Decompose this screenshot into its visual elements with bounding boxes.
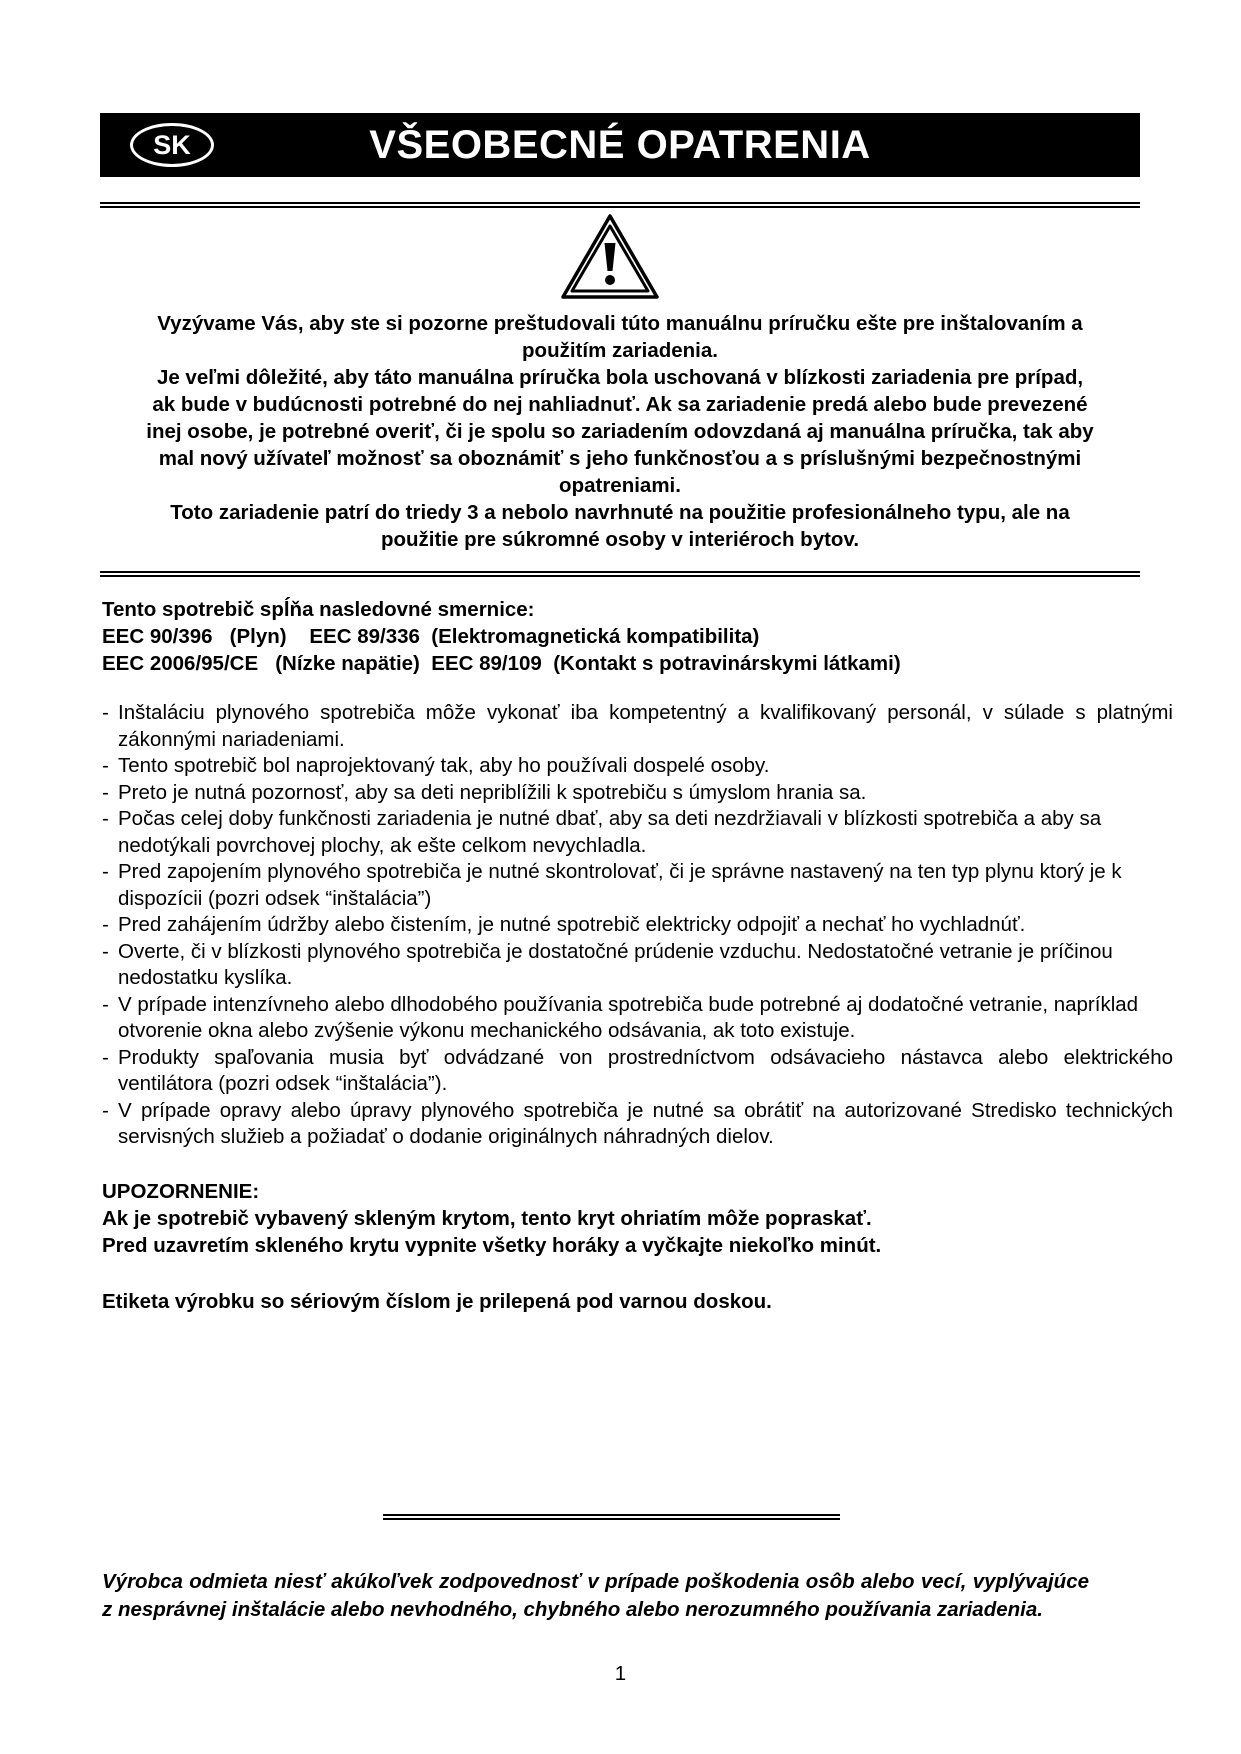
language-badge: SK — [130, 123, 214, 167]
intro-notice — [100, 310, 1140, 553]
intro-line: mal nový užívateľ možnosť sa oboznámiť s jeho funkčnosťou a s príslušnými bezpečnostnými — [158, 447, 1082, 470]
list-item: - Produkty spaľovania musia byť odvádzané von prostredníctvom odsávacieho nástavca alebo elektrického ventilátora (pozri odsek “inštalácia”). — [102, 1045, 1173, 1098]
intro-line: ak bude v budúcnosti potrebné do nej nahliadnuť. Ak sa zariadenie predá alebo bude prevezené — [152, 393, 1088, 416]
list-item: - V prípade opravy alebo úpravy plynového spotrebiča je nutné sa obrátiť na autorizované Stredisko technických servisných služieb a požiadať o dodanie originálnych náhradných dielov. — [102, 1098, 1173, 1151]
precautions-list — [102, 700, 1173, 1151]
list-item: - Overte, či v blízkosti plynového spotrebiča je dostatočné prúdenie vzduchu. Nedostatočné vetranie je príčinou nedostatku kyslíka. — [102, 939, 1173, 992]
intro-line: Vyzývame Vás, aby ste si pozorne preštudovali túto manuálnu príručku ešte pre inštalovaním a — [157, 312, 1083, 335]
page-title: VŠEOBECNÉ OPATRENIA — [369, 123, 871, 167]
list-item: - Pred zahájením údržby alebo čistením, je nutné spotrebič elektricky odpojiť a nechať ho vychladnúť. — [102, 912, 1173, 939]
intro-line: Je veľmi dôležité, aby táto manuálna príručka bola uschovaná v blízkosti zariadenia pre prípad, — [156, 366, 1084, 389]
list-item: - Preto je nutná pozornosť, aby sa deti nepriblížili k spotrebiču s úmyslom hrania sa. — [102, 780, 1173, 807]
warning-line: Ak je spotrebič vybavený skleným krytom, tento kryt ohriatím môže popraskať. — [102, 1207, 872, 1230]
serial-label-note: Etiketa výrobku so sériovým číslom je prilepená pod varnou doskou. — [102, 1290, 772, 1313]
directives-line: EEC 90/396 (Plyn) EEC 89/336 (Elektromagnetická kompatibilita) — [102, 625, 760, 648]
list-item: - Tento spotrebič bol naprojektovaný tak, aby ho používali dospelé osoby. — [102, 753, 1173, 780]
intro-line: použitie pre súkromné osoby v interiéroch bytov. — [380, 528, 860, 551]
list-item: - Počas celej doby funkčnosti zariadenia je nutné dbať, aby sa deti nezdržiavali v blízkosti spotrebiča a aby sa nedotýkali povrchovej plochy, ak ešte celkom nevychladla. — [102, 806, 1173, 859]
page-number: 1 — [614, 1662, 627, 1685]
liability-disclaimer: Výrobca odmieta niesť akúkoľvek zodpovednosť v prípade poškodenia osôb alebo vecí, vyplývajúce z nesprávnej inštalácie alebo nevhodného, chybného alebo nerozumného používania zariadenia. — [102, 1570, 1089, 1621]
directives-heading: Tento spotrebič spĺňa nasledovné smernice: — [102, 598, 535, 621]
warning-block — [102, 1178, 1142, 1259]
section-header — [100, 113, 1140, 177]
warning-line: Pred uzavretím skleného krytu vypnite všetky horáky a vyčkajte niekoľko minút. — [102, 1234, 882, 1257]
list-item: - Inštaláciu plynového spotrebiča môže vykonať iba kompetentný a kvalifikovaný personál, v súlade s platnými zákonnými nariadeniami. — [102, 700, 1173, 753]
warning-triangle-icon — [560, 213, 660, 301]
directives-line: EEC 2006/95/CE (Nízke napätie) EEC 89/109 (Kontakt s potravinárskymi látkami) — [102, 652, 901, 675]
intro-line: použitím zariadenia. — [522, 339, 718, 362]
intro-line: inej osobe, je potrebné overiť, či je spolu so zariadením odovzdaná aj manuálna príručka, tak aby — [146, 420, 1094, 443]
intro-line: opatreniami. — [559, 474, 681, 497]
list-item: - V prípade intenzívneho alebo dlhodobého používania spotrebiča bude potrebné aj dodatočné vetranie, napríklad otvorenie okna alebo zvýšenie výkonu mechanického odsávania, ak toto existuje. — [102, 992, 1173, 1045]
intro-line: Toto zariadenie patrí do triedy 3 a nebolo navrhnuté na použitie profesionálneho typu, ale na — [170, 501, 1070, 524]
directives-block — [102, 596, 1142, 677]
divider-bottom — [383, 1514, 840, 1520]
warning-heading: UPOZORNENIE: — [102, 1180, 260, 1203]
divider-top — [100, 202, 1140, 208]
divider-middle — [100, 571, 1140, 577]
list-item: - Pred zapojením plynového spotrebiča je nutné skontrolovať, či je správne nastavený na ten typ plynu ktorý je k dispozícii (pozri odsek “inštalácia”) — [102, 859, 1173, 912]
